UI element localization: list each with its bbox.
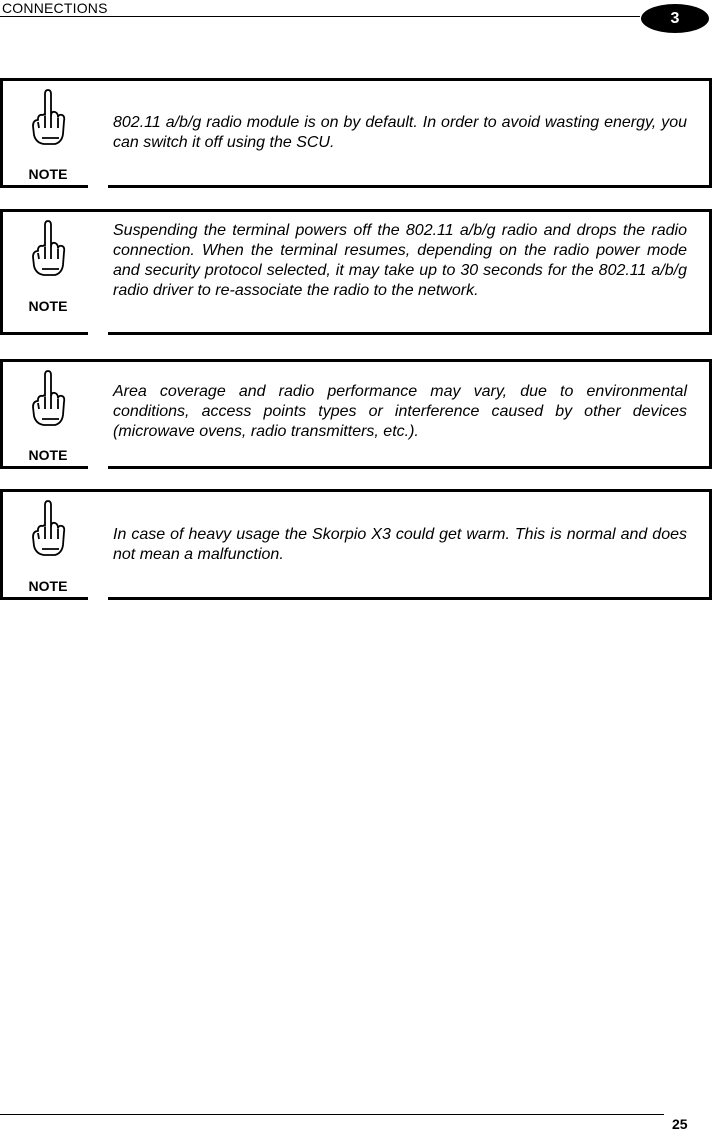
- note-text: Suspending the terminal powers off the 802.11 a/b/g radio and drops the radio connection. When the terminal resumes, depending on the radio power mode and security protocol selected, it may take up to 30 seconds for the 802.11 a/b/g radio driver to re-associate the radio to the network.: [113, 222, 687, 299]
- chapter-badge: 3: [641, 4, 709, 33]
- note-gap: [88, 332, 108, 335]
- pointing-hand-icon: [28, 497, 68, 563]
- note-gap: [88, 597, 108, 600]
- note-label: NOTE: [28, 578, 68, 594]
- header-divider: [0, 16, 640, 17]
- note-text: Area coverage and radio performance may vary, due to environmental conditions, access points types or interference caused by other devices (microwave ovens, radio transmitters, etc.).: [113, 383, 687, 440]
- section-title: CONNECTIONS: [2, 0, 108, 16]
- note-icon-cell: [0, 81, 90, 185]
- note-icon-cell: [0, 212, 90, 332]
- note-text: 802.11 a/b/g radio module is on by default. In order to avoid wasting energy, you can switch it off using the SCU.: [113, 114, 687, 151]
- page-number: 25: [672, 1116, 688, 1132]
- note-box: [0, 359, 712, 469]
- note-gap: [88, 185, 108, 188]
- note-box: [0, 209, 712, 335]
- footer-divider: [0, 1114, 664, 1115]
- pointing-hand-icon: [28, 86, 68, 152]
- note-text: In case of heavy usage the Skorpio X3 could get warm. This is normal and does not mean a malfunction.: [113, 526, 687, 563]
- note-label: NOTE: [28, 298, 68, 314]
- pointing-hand-icon: [28, 367, 68, 433]
- note-icon-cell: [0, 492, 90, 597]
- note-label: NOTE: [28, 447, 68, 463]
- note-box: [0, 489, 712, 600]
- note-label: NOTE: [28, 166, 68, 182]
- note-box: [0, 78, 712, 188]
- note-gap: [88, 466, 108, 469]
- note-icon-cell: [0, 362, 90, 466]
- pointing-hand-icon: [28, 217, 68, 283]
